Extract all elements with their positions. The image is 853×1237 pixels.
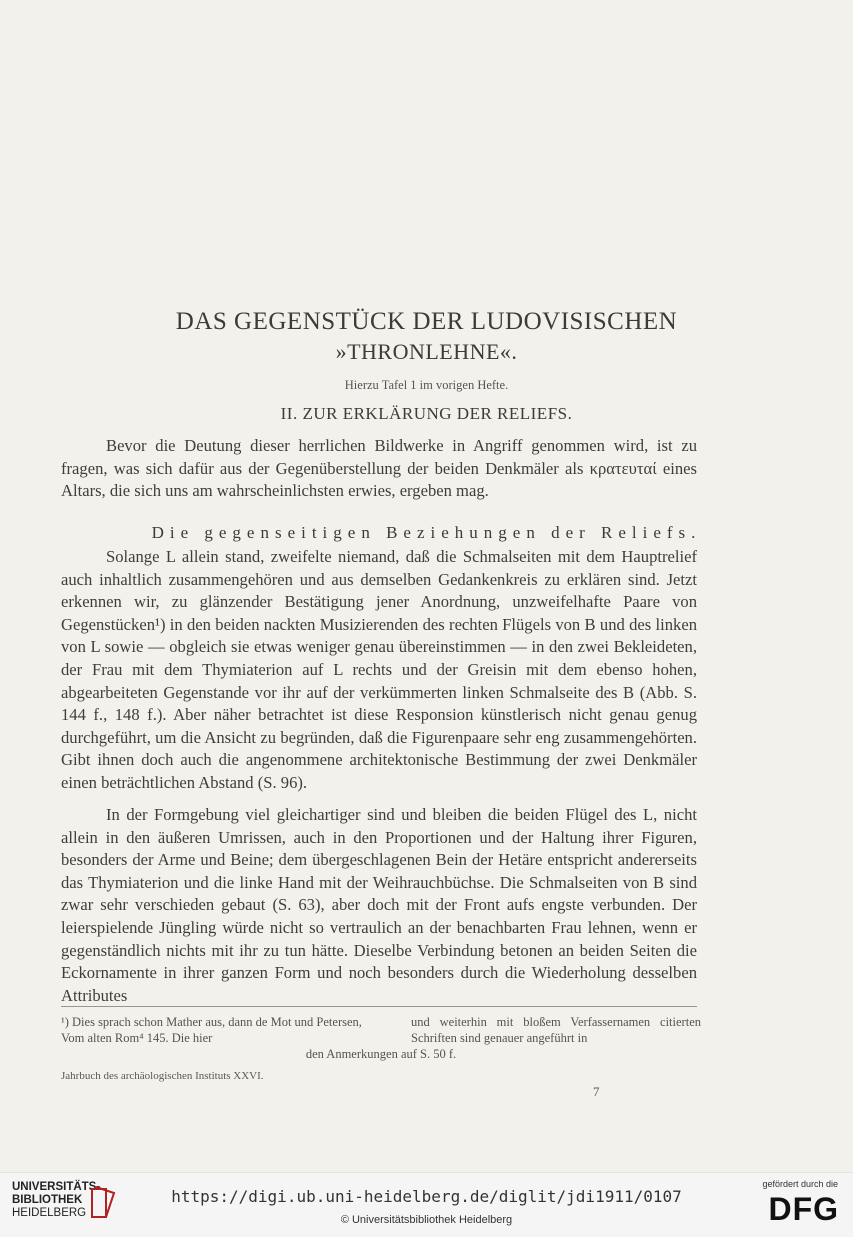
paragraph-1 (61, 435, 697, 503)
library-name-line2: BIBLIOTHEK (12, 1194, 83, 1206)
paragraph-text: Bevor die Deutung dieser herrlichen Bildwerke in Angriff genommen wird, ist zu fragen, was sich dafür aus der Gegenüberstellung der beiden Denkmäler als κρατευταί eines Altars, die sich uns am wahrscheinlichsten erwies, ergeben mag. (61, 436, 697, 501)
library-name-line1: UNIVERSITÄTS- (12, 1181, 101, 1193)
article-title-line1: DAS GEGENSTÜCK DER LUDOVISISCHEN (175, 308, 678, 335)
section-heading: II. ZUR ERKLÄRUNG DER RELIEFS. (280, 404, 573, 423)
library-name-line3: HEIDELBERG (12, 1207, 87, 1219)
footnote-center: den Anmerkungen auf S. 50 f. (305, 1047, 457, 1061)
viewer-footer (0, 1172, 853, 1237)
paragraph-text: Solange L allein stand, zweifelte niemand, daß die Schmalseiten mit dem Hauptrelief auch inhaltlich zusammengehören und aus demselben Gedankenkreis zu erklären sind. Jetzt erkennen wir, zu glänzender Bestätigung jener Anordnung, unzweifelhafte Paare von Gegenstücken¹) in den beiden nackten Musizierenden des rechten Flügels von B und des linken von L sowie — obgleich sie etwas weniger genau übereinstimmen — in den zwei Bekleideten, der Frau mit dem Thymiaterion auf L rechts und der Greisin mit dem ebenso hohen, abgearbeiteten Gegenstande vor ihr auf der verkümmerten linken Schmalseite des B (Abb. S. 144 f., 148 f.). Aber näher betrachtet ist diese Responsion künstlerisch nicht genau genug durchgeführt, um die Ansicht zu begründen, daß die Figurenpaare sehr eng zusammengehörten. Gibt ihnen doch auch die angenommene architektonische Bestimmung der zwei Denkmäler einen beträchtlichen Abstand (S. 96). (61, 547, 697, 792)
dfg-logo[interactable]: DFG (768, 1191, 839, 1227)
document-url-link[interactable]: https://digi.ub.uni-heidelberg.de/diglit/jdi1911/0107 (171, 1187, 682, 1206)
footnote-right: und weiterhin mit bloßem Verfassernamen citierten Schriften sind genauer angeführt in (411, 1015, 701, 1045)
journal-reference: Jahrbuch des archäologischen Instituts XXVI. (61, 1070, 264, 1082)
article-title-line2: »THRONLEHNE«. (335, 339, 518, 364)
subsection-heading: Die gegenseitigen Beziehungen der Reliefs. (151, 523, 702, 542)
footnote-divider (61, 1006, 697, 1007)
article-subtitle: Hierzu Tafel 1 im vorigen Hefte. (344, 378, 509, 392)
page-number: 7 (593, 1084, 600, 1099)
paragraph-3 (61, 804, 697, 1007)
paragraph-text: In der Formgebung viel gleichartiger sind und bleiben die beiden Flügel des L, nicht allein in den äußeren Umrissen, auch in den Proportionen und der Haltung ihrer Figuren, besonders der Arme und Beine; dem übergeschlagenen Bein der Hetäre entspricht andererseits das Thymiaterion und die linke Hand mit der Weihrauchbüchse. Die Schmalseiten von B sind zwar sehr verschieden gebaut (S. 63), aber doch mit der Front aufs engste verbunden. Der leierspielende Jüngling würde nicht so vertraulich an der benachbarten Frau lehnen, wenn er gegenständlich nichts mit ihr zu tun hätte. Dieselbe Verbindung betonen an beiden Seiten die Eckornamente in ihrer ganzen Form und noch besonders durch die Wiederholung desselben Attributes (61, 805, 697, 1005)
copyright-text: © Universitätsbibliothek Heidelberg (340, 1214, 513, 1226)
footnote-left: ¹) Dies sprach schon Mather aus, dann de Mot und Petersen, Vom alten Rom⁴ 145. Die hier (61, 1015, 362, 1045)
paragraph-2 (61, 546, 697, 795)
funding-note: gefördert durch die (762, 1179, 838, 1189)
